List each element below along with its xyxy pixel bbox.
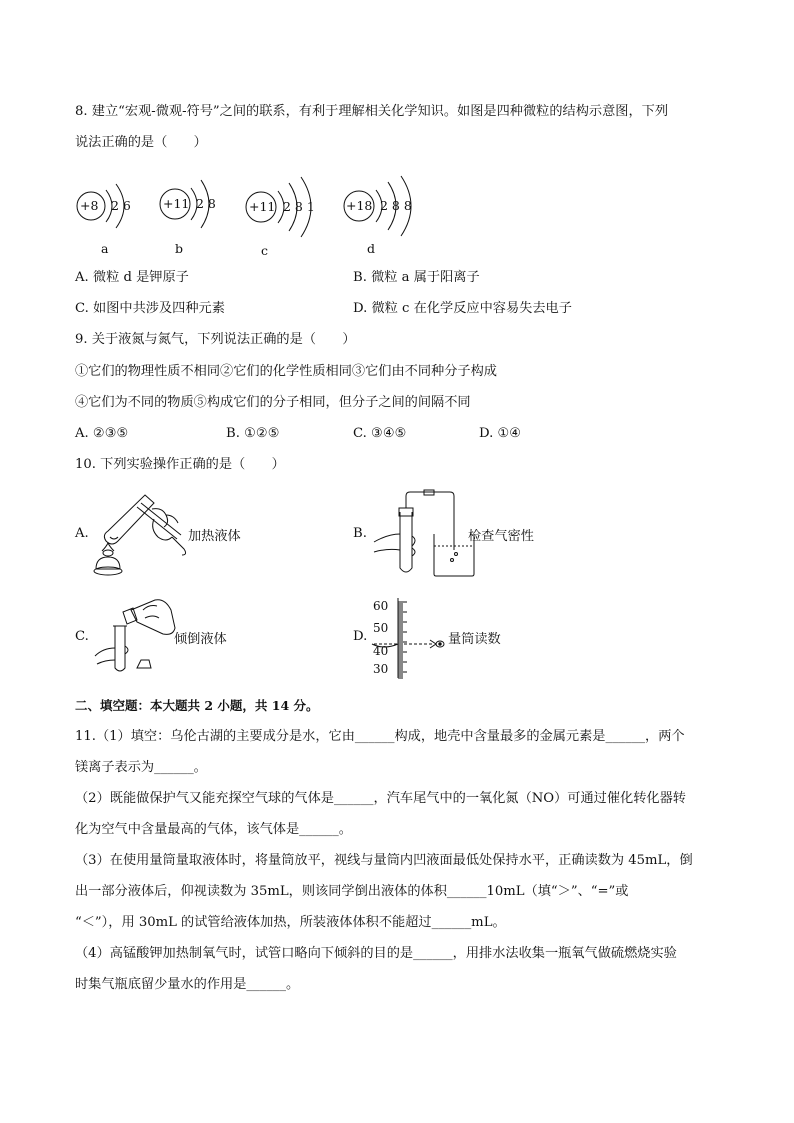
atom-c-label: c — [261, 243, 269, 258]
cylinder-scale-50: 50 — [373, 621, 389, 635]
q10-option-b-caption: 检查气密性 — [468, 529, 534, 544]
q10-option-c-caption: 倾倒液体 — [174, 632, 227, 647]
cylinder-scale-30: 30 — [373, 662, 389, 676]
atom-a-label: a — [101, 241, 109, 256]
atom-c-shells: 2 8 1 — [283, 199, 315, 214]
q9-stem-line1: 9. 关于液氮与氮气，下列说法正确的是（ ） — [75, 332, 356, 347]
heating-liquid-illustration — [92, 489, 187, 583]
cylinder-scale-40: 40 — [373, 644, 389, 658]
q8-option-c[interactable]: C. 如图中共涉及四种元素 — [75, 301, 225, 316]
q8-option-a[interactable]: A. 微粒 d 是钾原子 — [75, 270, 189, 285]
q10-stem: 10. 下列实验操作正确的是（ ） — [75, 457, 285, 472]
atom-b-nucleus: +11 — [163, 196, 190, 211]
q11-part3-line3: “＜”），用 30mL 的试管给液体加热，所装液体体积不能超过______mL。 — [75, 915, 506, 930]
q11-part4-line1: （4）高锰酸钾加热制氧气时，试管口略向下倾斜的目的是______，用排水法收集一瓶氧气做硫燃烧实验 — [75, 946, 677, 961]
q11-part1-line1: 11.（1）填空：乌伦古湖的主要成分是水，它由______构成，地壳中含量最多的金属元素是______，两个 — [75, 729, 685, 744]
cylinder-scale-60: 60 — [373, 599, 389, 613]
atom-b-label: b — [175, 241, 184, 256]
q9-stem-line3: ④它们为不同的物质⑤构成它们的分子相同，但分子之间的间隔不同 — [75, 395, 471, 410]
q11-part4-line2: 时集气瓶底留少量水的作用是______。 — [75, 977, 300, 992]
atom-c-nucleus: +11 — [249, 199, 276, 214]
atom-b-shells: 2 8 — [196, 196, 216, 211]
q9-option-a[interactable]: A. ②③⑤ — [75, 426, 129, 441]
q8-option-b[interactable]: B. 微粒 a 属于阳离子 — [353, 270, 480, 285]
atom-a-shells: 2 6 — [111, 198, 131, 213]
q10-option-b-letter[interactable]: B. — [353, 526, 367, 541]
q9-option-d[interactable]: D. ①④ — [479, 426, 522, 441]
q10-option-c-letter[interactable]: C. — [75, 629, 89, 644]
q9-option-b[interactable]: B. ①②⑤ — [226, 426, 280, 441]
atom-d-nucleus: +18 — [346, 198, 373, 213]
section-2-heading: 二、填空题：本大题共 2 小题，共 14 分。 — [75, 698, 319, 713]
q8-stem-line1: 8. 建立“宏观-微观-符号”之间的联系，有利于理解相关化学知识。如图是四种微粒的结构示意图，下列 — [75, 104, 669, 119]
q11-part3-line1: （3）在使用量筒量取液体时，将量筒放平，视线与量筒内凹液面最低处保持水平，正确读数为 45mL，倒 — [75, 853, 693, 868]
q8-stem-line2: 说法正确的是（ ） — [75, 135, 207, 150]
q11-part2-line2: 化为空气中含量最高的气体，该气体是______。 — [75, 822, 352, 837]
atom-a-nucleus: +8 — [80, 198, 99, 213]
q8-option-d[interactable]: D. 微粒 c 在化学反应中容易失去电子 — [353, 301, 572, 316]
atom-d-shells: 2 8 8 — [380, 198, 412, 213]
q10-option-a-letter[interactable]: A. — [75, 526, 89, 541]
atom-d-label: d — [367, 241, 376, 256]
q10-option-d-caption: 量筒读数 — [448, 632, 501, 647]
q11-part3-line2: 出一部分液体后，仰视读数为 35mL，则该同学倒出液体的体积______10mL（填“＞”、“=”或 — [75, 884, 629, 899]
q10-option-a-caption: 加热液体 — [188, 529, 241, 544]
q9-option-c[interactable]: C. ③④⑤ — [353, 426, 407, 441]
airtightness-check-illustration — [370, 490, 480, 584]
q9-stem-line2: ①它们的物理性质不相同②它们的化学性质相同③它们由不同种分子构成 — [75, 364, 497, 379]
q11-part2-line1: （2）既能做保护气又能充探空气球的气体是______，汽车尾气中的一氧化氮（NO）可通过催化转化器转 — [75, 791, 686, 806]
q11-part1-line2: 镁离子表示为______。 — [75, 760, 207, 775]
q10-option-d-letter[interactable]: D. — [353, 629, 368, 644]
